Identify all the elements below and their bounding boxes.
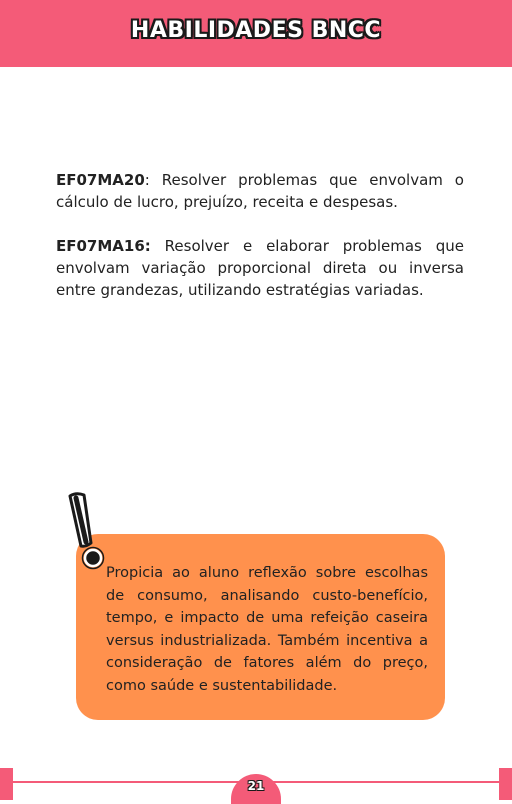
footer-left-tab	[0, 768, 13, 800]
exclamation-icon	[62, 490, 108, 572]
skill-paragraph	[56, 235, 464, 301]
skill-separator: :	[144, 171, 150, 189]
note-text: Propicia ao aluno reflexão sobre escolhas de consumo, analisando custo-benefício, tempo, e impacto de uma refeição caseira versus industrializada. Também incentiva a consideração de fatores além do preço, como saúde e sustentabilidade.	[106, 565, 428, 694]
page-title: HABILIDADES BNCC	[130, 18, 382, 43]
page-number: 21	[247, 779, 265, 793]
skill-paragraph	[56, 169, 464, 213]
skills-section	[56, 169, 464, 323]
footer-right-tab	[499, 768, 512, 800]
skill-description: Resolver problemas que envolvam o cálculo de lucro, prejuízo, receita e despesas.	[56, 171, 464, 211]
skill-code: EF07MA20	[56, 171, 145, 189]
skill-code: EF07MA16:	[56, 237, 151, 255]
skill-description: Resolver e elaborar problemas que envolvam variação proporcional direta ou inversa entre grandezas, utilizando estratégias variadas.	[56, 237, 464, 299]
